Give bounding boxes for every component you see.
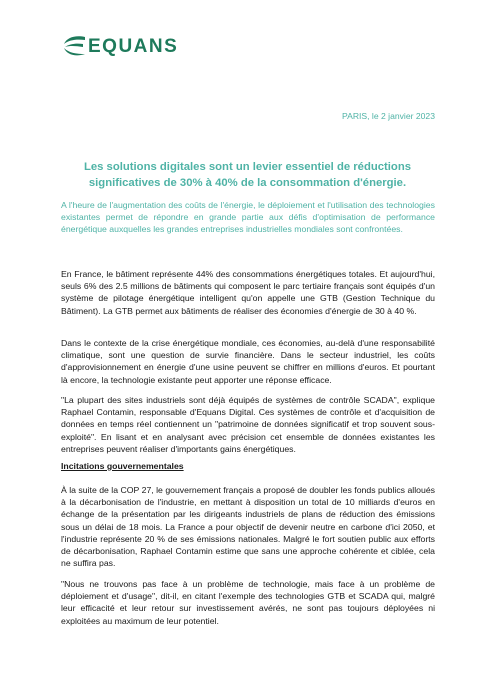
dateline: PARIS, le 2 janvier 2023 <box>342 111 435 121</box>
equans-logo-mark-icon <box>61 34 87 58</box>
equans-logo-text: EQUANS <box>88 35 179 57</box>
paragraph-2: Dans le contexte de la crise énergétique mondiale, ces économies, au-delà d'une responsabilité climatique, sont une question de survie financière. Dans le secteur industriel, les coûts d'approvisionnement en énergie d'une usine peuvent se chiffrer en millions d'euros. Et pourtant là encore, la technologie existante peut apporter une réponse efficace. <box>61 338 435 385</box>
equans-logo <box>61 34 178 58</box>
subheading: Incitations gouvernementales <box>61 461 184 471</box>
paragraph-5: "Nous ne trouvons pas face à un problème de technologie, mais face à un problème de déploiement et d'usage", dit-il, en citant l'exemple des technologies GTB et SCADA qui, malgré leur efficacité et leur retour sur investissement avérés, ne sont pas toujours déployées ni exploitées au maximum de leur potentiel. <box>61 579 435 626</box>
headline: Les solutions digitales sont un levier essentiel de réductions significatives de 30% à 40% de la consommation d'énergie. <box>83 161 412 189</box>
intro-paragraph: A l'heure de l'augmentation des coûts de l'énergie, le déploiement et l'utilisation des technologies existantes permet de répondre en grande partie aux défis d'optimisation de performance énergétique auxquelles les grandes entreprises industrielles mondiales sont confrontées. <box>61 200 435 235</box>
paragraph-3: "La plupart des sites industriels sont déjà équipés de systèmes de contrôle SCADA", explique Raphael Contamin, responsable d'Equans Digital. Ces systèmes de contrôle et d'acquisition de données en temps réel contiennent un "patrimoine de données significatif et trop souvent sous-exploité". En lisant et en analysant avec précision cet ensemble de données existantes les entreprises peuvent réaliser d'importants gains énergétiques. <box>61 395 435 454</box>
paragraph-4: À la suite de la COP 27, le gouvernement français a proposé de doubler les fonds publics alloués à la décarbonisation de l'industrie, en mettant à disposition un total de 10 milliards d'euros en échange de la présentation par les dirigeants industriels de plans de réduction des émissions sous un délai de 18 mois. La France a pour objectif de devenir neutre en carbone d'ici 2050, et l'industrie représente 20 % de ses émissions nationales. Malgré le fort soutien public aux efforts de décarbonisation, Raphael Contamin estime que sans une approche cohérente et ciblée, cela ne suffira pas. <box>61 485 435 569</box>
paragraph-1: En France, le bâtiment représente 44% des consommations énergétiques totales. Et aujourd'hui, seuls 6% des 2.5 millions de bâtiments qui composent le parc tertiaire français sont équipés d'un système de pilotage énergétique intelligent qu'on appelle une GTB (Gestion Technique du Bâtiment). La GTB permet aux bâtiments de réaliser des économies d'énergie de 30 à 40 %. <box>61 269 435 316</box>
